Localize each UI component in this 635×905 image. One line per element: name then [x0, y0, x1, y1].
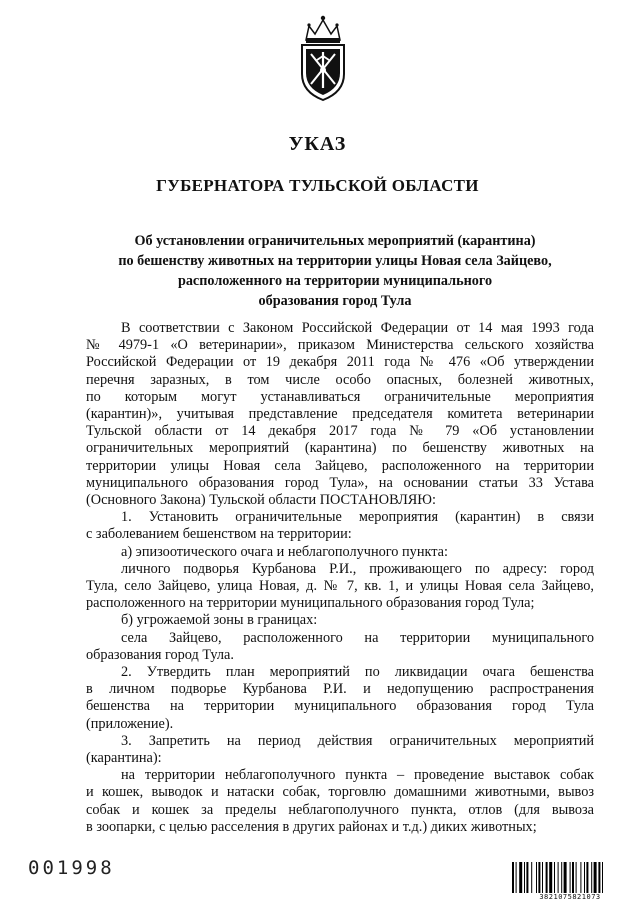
body-line: В соответствии с Законом Российской Федерации от 14 мая 1993 года — [121, 320, 594, 336]
barcode-bar — [558, 862, 559, 893]
body-line: по которым могут устанавливаться ограничительные мероприятия — [86, 388, 594, 405]
body-line: собак и кошек за пределы неблагополучного пункта, отлов (для вывоза — [86, 801, 594, 818]
barcode-bar — [570, 862, 571, 893]
barcode-bar — [526, 862, 528, 893]
barcode-bar — [586, 862, 588, 893]
barcode-bar — [538, 862, 540, 893]
body-line: 1. Установить ограничительные мероприятия (карантин) в связи — [121, 509, 594, 526]
barcode-bar — [524, 862, 525, 893]
subject-line: образования город Тула — [258, 293, 412, 309]
body-line: бешенства на территории муниципального образования город Тула — [86, 698, 594, 715]
document-body — [86, 320, 594, 836]
body-line: Тульской области от 14 декабря 2017 года № 79 «Об установлении — [86, 423, 594, 440]
body-line: (карантин)», учитывая представление председателя комитета ветеринарии — [86, 406, 594, 423]
body-line: а) эпизоотического очага и неблагополучного пункта: — [121, 543, 448, 560]
body-line: № 4979-1 «О ветеринарии», приказом Министерства сельского хозяйства — [86, 337, 594, 354]
body-line: муниципального образования город Тула», на основании статьи 33 Устава — [86, 474, 594, 491]
barcode-bar — [536, 862, 537, 893]
barcode-bar — [519, 862, 522, 893]
body-line: в зоопарки, с целью расселения в других районах и т.д.) диких животных; — [86, 818, 537, 835]
barcode-bar — [561, 862, 562, 893]
barcode-number: 3821075821073 — [512, 893, 628, 901]
serial-number: 001998 — [28, 857, 115, 879]
barcode-bar — [580, 862, 581, 893]
body-line: (приложение). — [86, 715, 174, 732]
barcode-bar — [546, 862, 548, 893]
body-line: 2. Утвердить план мероприятий по ликвидации очага бешенства — [121, 664, 594, 681]
body-line: территории улицы Новая села Зайцево, расположенного на территории — [86, 457, 594, 474]
barcode-bar — [598, 862, 600, 893]
body-line: и кошек, выводок и натаски собак, торговлю домашними животными, вывоз — [86, 784, 594, 801]
body-line: (карантина): — [86, 750, 162, 767]
body-line: ограничительных мероприятий (карантина) по бешенству животных на — [86, 440, 594, 457]
coat-of-arms-tula-icon — [296, 12, 350, 102]
barcode-bar — [576, 862, 577, 893]
body-line: образования город Тула. — [86, 646, 234, 663]
subject-line: Об установлении ограничительных мероприятий (карантина) — [134, 233, 536, 249]
barcode-bar — [572, 862, 574, 893]
barcode-bar — [554, 862, 555, 893]
barcode-bar — [594, 862, 597, 893]
body-line: села Зайцево, расположенного на территории муниципального — [121, 629, 594, 646]
barcode-bar — [512, 862, 514, 893]
body-line: Тула, село Зайцево, улица Новая, д. № 7, кв. 1, и улицы Новая села Зайцево, — [86, 578, 594, 595]
barcode-bar — [602, 862, 603, 893]
barcode-bar — [531, 862, 532, 893]
body-line: перечня заразных, в том числе особо опасных, болезней животных, — [86, 371, 594, 388]
document-subject — [85, 231, 585, 311]
body-line: расположенного на территории муниципального образования город Тула; — [86, 595, 535, 612]
body-line: б) угрожаемой зоны в границах: — [121, 612, 318, 629]
barcode-bar — [542, 862, 543, 893]
body-line: на территории неблагополучного пункта – проведение выставок собак — [121, 767, 594, 784]
body-line: 3. Запретить на период действия ограничительных мероприятий — [121, 732, 594, 749]
body-line: в личном подворье Курбанова Р.И. и недопущению распространения — [86, 681, 594, 698]
body-line: Российской Федерации от 19 декабря 2011 года № 476 «Об утверждении — [86, 354, 594, 371]
subject-line: расположенного на территории муниципального — [177, 273, 493, 289]
barcode-bar — [516, 862, 517, 893]
body-line: личного подворья Курбанова Р.И., проживающего по адресу: город — [121, 560, 594, 577]
body-line: с заболеванием бешенством на территории: — [86, 526, 352, 543]
subject-line: по бешенству животных на территории улицы Новая села Зайцево, — [118, 253, 552, 269]
body-line: (Основного Закона) Тульской области ПОСТАНОВЛЯЮ: — [86, 492, 436, 509]
document-title: УКАЗ — [288, 133, 347, 155]
barcode-bar — [584, 862, 585, 893]
barcode-bar — [591, 862, 592, 893]
barcode-bar — [564, 862, 567, 893]
document-subtitle: ГУБЕРНАТОРА ТУЛЬСКОЙ ОБЛАСТИ — [156, 176, 479, 195]
barcode-bar — [549, 862, 552, 893]
